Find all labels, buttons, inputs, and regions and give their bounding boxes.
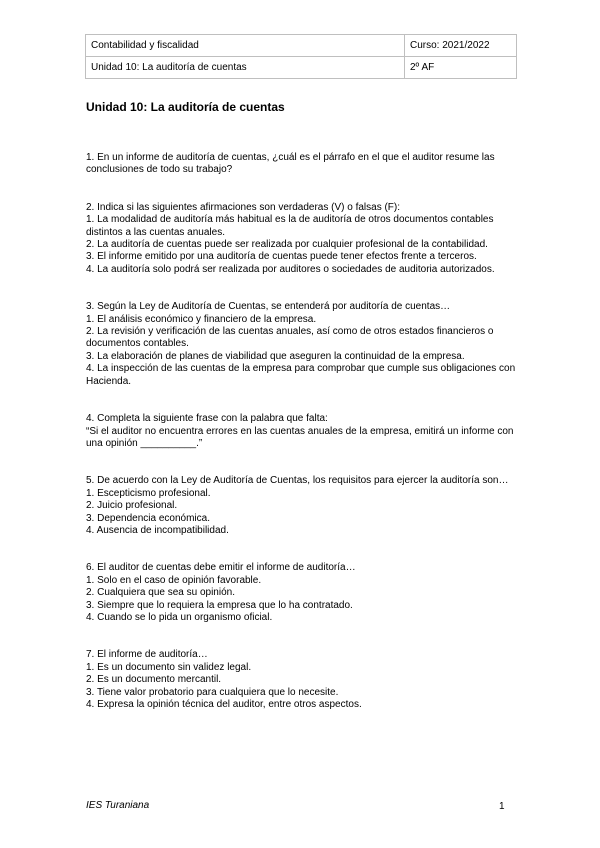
question-5-option-4: 4. Ausencia de incompatibilidad. [86, 524, 229, 536]
question-7-option-4: 4. Expresa la opinión técnica del auditor, entre otros aspectos. [86, 699, 362, 710]
question-7 [86, 649, 516, 711]
question-6 [86, 562, 516, 624]
header-group: 2º AF [405, 57, 517, 79]
question-2-option-3: 3. El informe emitido por una auditoría de cuentas puede tener efectos frente a terceros. [86, 251, 477, 263]
question-5-prompt: 5. De acuerdo con la Ley de Auditoría de Cuentas, los requisitos para ejercer la auditoría son… [86, 475, 509, 487]
question-2-prompt: 2. Indica si las siguientes afirmaciones son verdaderas (V) o falsas (F): [86, 201, 401, 213]
header-row-1 [86, 35, 517, 57]
question-6-option-2: 2. Cualquiera que sea su opinión. [86, 587, 235, 599]
question-3-option-4: 4. La inspección de las cuentas de la empresa para comprobar que cumple sus obligaciones con Hacienda. [86, 363, 516, 387]
question-7-prompt: 7. El informe de auditoría… [86, 649, 208, 661]
question-5-option-2: 2. Juicio profesional. [86, 500, 178, 512]
question-1-prompt: 1. En un informe de auditoría de cuentas, ¿cuál es el párrafo en el que el auditor resume las conclusiones de todo su trabajo? [86, 152, 495, 176]
header-unit: Unidad 10: La auditoría de cuentas [86, 57, 405, 79]
question-3-option-1: 1. El análisis económico y financiero de la empresa. [86, 313, 317, 325]
footer-page-number: 1 [499, 801, 505, 812]
question-4 [86, 413, 516, 450]
question-4-sentence: “Si el auditor no encuentra errores en las cuentas anuales de la empresa, emitirá un informe con una opinión __________.” [86, 425, 514, 449]
header-subject: Contabilidad y fiscalidad [86, 35, 405, 57]
page-title: Unidad 10: La auditoría de cuentas [86, 100, 285, 114]
question-3-prompt: 3. Según la Ley de Auditoría de Cuentas, se entenderá por auditoría de cuentas… [86, 301, 451, 313]
question-7-option-3: 3. Tiene valor probatorio para cualquiera que lo necesite. [86, 686, 339, 698]
question-2-option-4: 4. La auditoría solo podrá ser realizada por auditores o sociedades de auditoria autorizados. [86, 263, 495, 275]
footer-school-name: IES Turaniana [86, 800, 150, 811]
question-6-option-4: 4. Cuando se lo pida un organismo oficial. [86, 611, 273, 623]
question-7-option-1: 1. Es un documento sin validez legal. [86, 661, 252, 673]
question-5 [86, 475, 516, 537]
document-header-table [85, 34, 517, 79]
question-2-option-1: 1. La modalidad de auditoría más habitual es la de auditoría de otros documentos contables distintos a las cuentas anuales. [86, 214, 494, 238]
question-5-option-1: 1. Escepticismo profesional. [86, 487, 211, 499]
question-6-prompt: 6. El auditor de cuentas debe emitir el informe de auditoría… [86, 562, 356, 574]
question-1 [86, 152, 516, 177]
question-2-option-2: 2. La auditoría de cuentas puede ser realizada por cualquier profesional de la contabilidad. [86, 239, 488, 251]
header-course: Curso: 2021/2022 [405, 35, 517, 57]
question-3-option-3: 3. La elaboración de planes de viabilidad que aseguren la continuidad de la empresa. [86, 350, 465, 362]
questions-list [86, 152, 516, 736]
question-3 [86, 301, 516, 388]
question-6-option-3: 3. Siempre que lo requiera la empresa que lo ha contratado. [86, 599, 353, 611]
question-5-option-3: 3. Dependencia económica. [86, 512, 210, 524]
question-3-option-2: 2. La revisión y verificación de las cuentas anuales, así como de otros estados financieros o documentos contables. [86, 326, 494, 350]
question-7-option-2: 2. Es un documento mercantil. [86, 674, 222, 686]
question-2 [86, 202, 516, 276]
question-6-option-1: 1. Solo en el caso de opinión favorable. [86, 574, 262, 586]
header-row-2 [86, 57, 517, 79]
question-4-prompt: 4. Completa la siguiente frase con la palabra que falta: [86, 413, 328, 425]
